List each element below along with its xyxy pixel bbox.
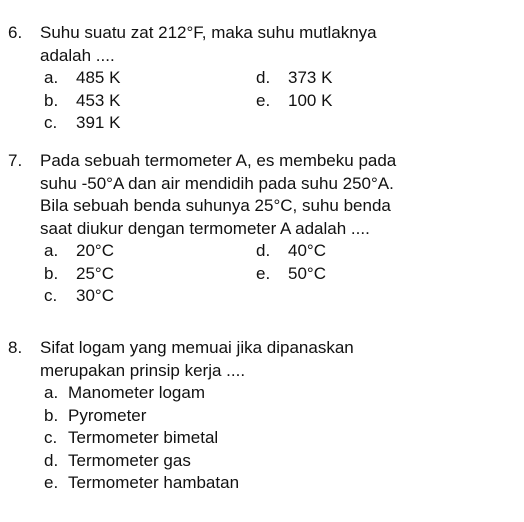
option-e[interactable]: e. Termometer hambatan — [44, 473, 240, 492]
option-b[interactable]: b. Pyrometer — [44, 405, 147, 425]
question-text — [40, 337, 468, 382]
option-c[interactable]: c. 391 K — [44, 113, 121, 132]
question-7 — [8, 150, 468, 308]
option-b[interactable]: b. 453 K — [44, 90, 121, 110]
question-line: Sifat logam yang memuai jika dipanaskan — [40, 338, 354, 357]
question-6 — [8, 22, 468, 135]
question-line: adalah .... — [40, 45, 115, 65]
option-a[interactable]: a. 485 K — [44, 68, 121, 87]
question-number: 7. — [8, 151, 23, 170]
question-number: 6. — [8, 23, 23, 42]
option-e[interactable]: e. 100 K — [256, 90, 333, 110]
options — [44, 240, 468, 308]
option-d[interactable]: d. 373 K — [256, 68, 333, 87]
question-line: merupakan prinsip kerja .... — [40, 360, 246, 380]
question-line: Suhu suatu zat 212°F, maka suhu mutlaknya — [40, 23, 377, 42]
option-d[interactable]: d. 40°C — [256, 241, 326, 260]
option-a[interactable]: a. Manometer logam — [44, 383, 206, 402]
question-line: Pada sebuah termometer A, es membeku pada — [40, 151, 397, 170]
option-d[interactable]: d. Termometer gas — [44, 450, 191, 470]
option-c[interactable]: c. Termometer bimetal — [44, 428, 219, 447]
question-line: saat diukur dengan termometer A adalah .... — [40, 218, 370, 238]
option-b[interactable]: b. 25°C — [44, 263, 114, 283]
question-8 — [8, 337, 468, 495]
question-number: 8. — [8, 338, 23, 357]
question-line: suhu -50°A dan air mendidih pada suhu 250°A. — [40, 173, 394, 193]
option-c[interactable]: c. 30°C — [44, 286, 114, 305]
options — [44, 67, 468, 135]
question-text — [40, 22, 468, 67]
question-line: Bila sebuah benda suhunya 25°C, suhu benda — [40, 196, 391, 215]
option-e[interactable]: e. 50°C — [256, 263, 326, 283]
options — [44, 382, 468, 495]
option-a[interactable]: a. 20°C — [44, 241, 114, 260]
question-text — [40, 150, 468, 240]
